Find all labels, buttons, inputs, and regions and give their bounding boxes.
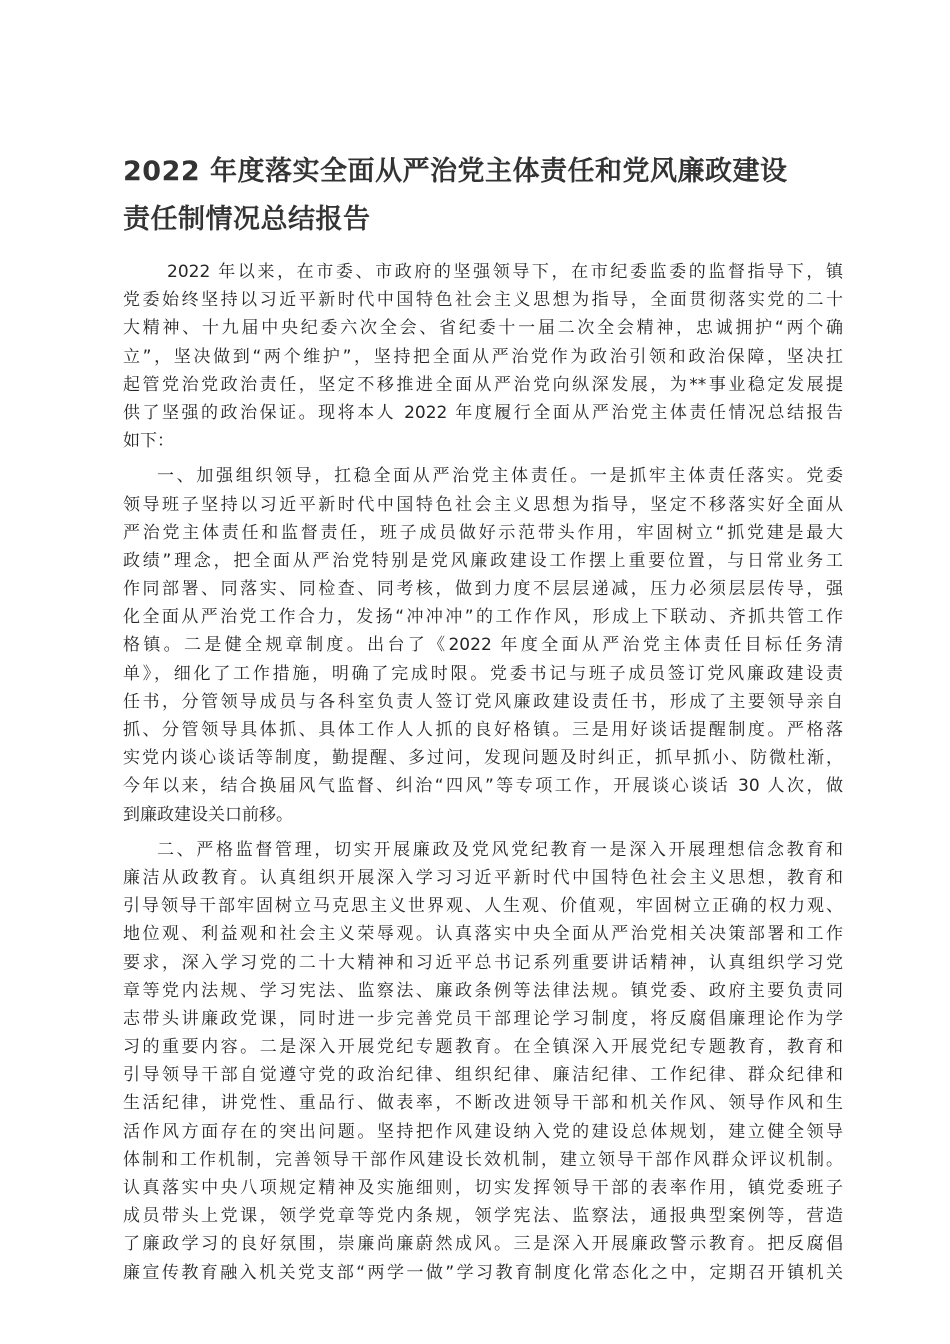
text-line: 起管党治党政治责任，坚定不移推进全面从严治党向纵深发展，为**事业稳定发展提 — [123, 374, 843, 395]
text-line: 地位观、利益观和社会主义荣辱观。认真落实中央全面从严治党相关决策部署和工作 — [123, 924, 843, 945]
document-body — [123, 258, 843, 1294]
text-line: 领导班子坚持以习近平新时代中国特色社会主义思想为指导，坚定不移落实好全面从 — [123, 494, 843, 515]
text-line: 抓、分管领导具体抓、具体工作人人抓的良好格镇。三是用好谈话提醒制度。严格落 — [123, 720, 843, 740]
text-line: 廉洁从政教育。认真组织开展深入学习习近平新时代中国特色社会主义思想，教育和 — [123, 867, 843, 888]
text-line: 今年以来，结合换届风气监督、纠治“四风”等专项工作，开展谈心谈话 30 人次，做 — [123, 776, 843, 797]
text-line: 立”，坚决做到“两个维护”，坚持把全面从严治党作为政治引领和政治保障，坚决扛 — [123, 346, 843, 367]
text-line: 活作风方面存在的突出问题。坚持把作风建设纳入党的建设总体规划，建立健全领导 — [123, 1121, 843, 1142]
text-line: 志带头讲廉政党课，同时进一步完善党员干部理论学习制度，将反腐倡廉理论作为学 — [123, 1008, 843, 1029]
text-line: 廉宣传教育融入机关党支部“两学一做”学习教育制度化常态化之中，定期召开镇机关 — [123, 1262, 843, 1283]
text-line: 单》，细化了工作措施，明确了完成时限。党委书记与班子成员签订党风廉政建设责 — [123, 663, 843, 684]
text-line: 如下： — [123, 431, 174, 452]
text-line: 习的重要内容。二是深入开展党纪专题教育。在全镇深入开展党纪专题教育，教育和 — [123, 1037, 843, 1058]
document-title — [123, 148, 843, 244]
text-line: 引导领导干部自觉遵守党的政治纪律、组织纪律、廉洁纪律、工作纪律、群众纪律和 — [123, 1065, 843, 1086]
text-line: 了廉政学习的良好氛围，崇廉尚廉蔚然成风。三是深入开展廉政警示教育。把反腐倡 — [123, 1234, 843, 1255]
text-line: 政绩”理念，把全面从严治党特别是党风廉政建设工作摆上重要位置，与日常业务工 — [123, 550, 843, 571]
text-line: 一、加强组织领导，扛稳全面从严治党主体责任。一是抓牢主体责任落实。党委 — [157, 466, 843, 487]
text-line: 实党内谈心谈话等制度，勤提醒、多过问，发现问题及时纠正，抓早抓小、防微杜渐， — [123, 748, 843, 769]
text-line: 严治党主体责任和监督责任，班子成员做好示范带头作用，牢固树立“抓党建是最大 — [123, 522, 843, 543]
text-line: 供了坚强的政治保证。现将本人 2022 年度履行全面从严治党主体责任情况总结报告 — [123, 402, 843, 423]
text-line: 章等党内法规、学习宪法、监察法、廉政条例等法律法规。镇党委、政府主要负责同 — [123, 980, 843, 1001]
text-line: 生活纪律，讲党性、重品行、做表率，不断改进领导干部和机关作风、领导作风和生 — [123, 1093, 843, 1114]
text-line: 化全面从严治党工作合力，发扬“冲冲冲”的工作作风，形成上下联动、齐抓共管工作 — [123, 607, 843, 628]
text-line: 体制和工作机制，完善领导干部作风建设长效机制，建立领导干部作风群众评议机制。 — [123, 1149, 843, 1170]
text-line: 引导领导干部牢固树立马克思主义世界观、人生观、价值观，牢固树立正确的权力观、 — [123, 896, 843, 917]
text-line: 格镇。二是健全规章制度。出台了《2022 年度全面从严治党主体责任目标任务清 — [123, 635, 843, 656]
text-line: 认真落实中央八项规定精神及实施细则，切实发挥领导干部的表率作用，镇党委班子 — [123, 1178, 843, 1198]
text-line: 大精神、十九届中央纪委六次全会、省纪委十一届二次全会精神，忠诚拥护“两个确 — [123, 318, 843, 339]
text-line: 作同部署、同落实、同检查、同考核，做到力度不层层递减，压力必须层层传导，强 — [123, 579, 843, 600]
text-line: 二、严格监督管理，切实开展廉政及党风党纪教育一是深入开展理想信念教育和 — [157, 839, 843, 860]
text-line: 成员带头上党课，领学党章等党内条规，领学宪法、监察法，通报典型案例等，营造 — [123, 1206, 843, 1227]
paragraph-section-1 — [123, 462, 843, 828]
title-line: 2022 年度落实全面从严治党主体责任和党风廉政建设 — [123, 156, 788, 187]
paragraph-intro — [123, 258, 843, 455]
text-line: 2022 年以来，在市委、市政府的坚强领导下，在市纪委监委的监督指导下，镇 — [167, 262, 843, 282]
text-line: 要求，深入学习党的二十大精神和习近平总书记系列重要讲话精神，认真组织学习党 — [123, 952, 843, 973]
paragraph-section-2 — [123, 836, 843, 1287]
text-line: 任书，分管领导成员与各科室负责人签订党风廉政建设责任书，形成了主要领导亲自 — [123, 691, 843, 712]
text-line: 到廉政建设关口前移。 — [123, 804, 293, 825]
text-line: 党委始终坚持以习近平新时代中国特色社会主义思想为指导，全面贯彻落实党的二十 — [123, 290, 843, 311]
title-line: 责任制情况总结报告 — [123, 204, 371, 235]
